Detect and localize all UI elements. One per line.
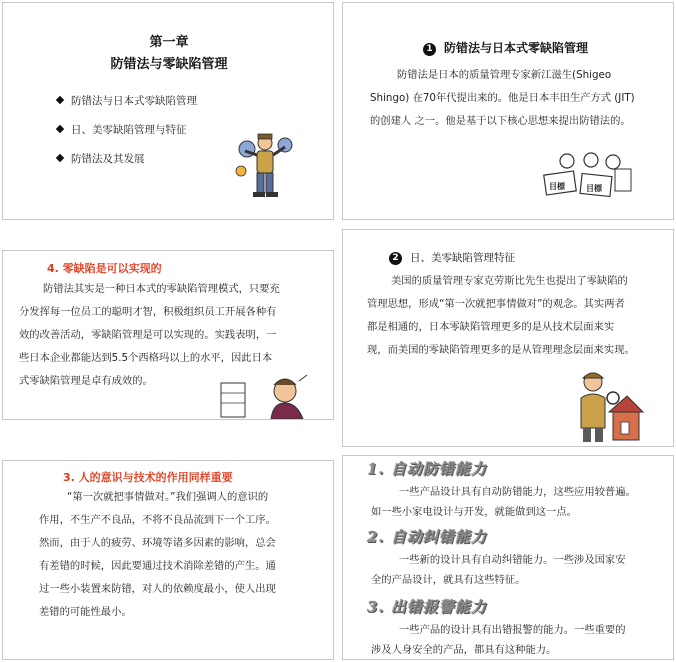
paragraph-line: 过一些小装置来防错，对人的依赖度最小，使人出现 xyxy=(39,583,276,595)
diamond-bullet-icon xyxy=(56,96,64,104)
paragraph-line: 全的产品设计，就具有这些特征。 xyxy=(371,574,526,586)
chapter-bullet-list xyxy=(55,93,197,180)
bullet-item: 防错法与日本式零缺陷管理 xyxy=(55,93,197,122)
chapter-label: 第一章 xyxy=(149,35,189,50)
paragraph-line: 一些新的设计具有自动纠错能力。一些涉及国家安 xyxy=(399,554,626,566)
section-heading: 1 防错法与日本式零缺陷管理 xyxy=(423,39,588,56)
bullet-item: 防错法及其发展 xyxy=(55,151,197,180)
capability-heading: 1. 自动防错能力 xyxy=(367,460,487,478)
paragraph-line: 式零缺陷管理是卓有成效的。 xyxy=(19,375,153,387)
paragraph-line: 管理思想，形成“第一次就把事情做对”的观念。其实两者 xyxy=(367,298,625,310)
capability-heading: 2. 自动纠错能力 xyxy=(367,528,487,546)
paragraph-line: 都是相通的，日本零缺陷管理更多的是从技术层面来实 xyxy=(367,321,615,333)
chapter-title: 防错法与零缺陷管理 xyxy=(110,57,228,72)
paragraph-line: 防错法是日本的质量管理专家新江滋生(Shigeo xyxy=(397,69,612,81)
paragraph-line: 如一些小家电设计与开发，就能做到这一点。 xyxy=(371,506,577,518)
paragraph-line: Shingo) 在70年代提出来的。他是日本丰田生产方式 (JIT) xyxy=(370,92,635,104)
slide-title: 4. 零缺陷是可以实现的 xyxy=(47,262,162,275)
paragraph-line: 作用，不生产不良品，不将不良品流到下一个工序。 xyxy=(39,514,276,526)
paragraph-line: 美国的质量管理专家克劳斯比先生也提出了零缺陷的 xyxy=(391,275,628,287)
paragraph-line: 涉及人身安全的产品，都具有这种能力。 xyxy=(371,644,557,656)
paragraph-line: 一些产品的设计具有出错报警的能力。一些重要的 xyxy=(399,624,626,636)
goal-sign-label: 目標 xyxy=(549,182,565,191)
paragraph-line: 的创建人 之一。他是基于以下核心思想来提出防错法的。 xyxy=(370,115,631,127)
number-one-icon: 1 xyxy=(423,43,436,56)
paragraph-line: 差错的可能性最小。 xyxy=(39,606,132,618)
diamond-bullet-icon xyxy=(56,154,64,162)
slide-chapter-1 xyxy=(2,2,334,220)
paragraph-line: 效的改善活动，零缺陷管理是可以实现的。实践表明，一 xyxy=(19,329,277,341)
slide-section-2 xyxy=(342,229,674,447)
confused-man-illustration xyxy=(215,373,315,419)
slide-section-1 xyxy=(342,2,674,220)
section-heading: 2 日、美零缺陷管理特征 xyxy=(389,250,515,265)
number-two-icon: 2 xyxy=(389,252,402,265)
slide-awareness-and-technology xyxy=(2,460,334,660)
bullet-item: 日、美零缺陷管理与特征 xyxy=(55,122,197,151)
paragraph-line: 一些产品设计具有自动防错能力，这些应用较普遍。 xyxy=(399,486,636,498)
slide-error-proofing-capabilities xyxy=(342,455,674,660)
capability-heading: 3. 出错报警能力 xyxy=(367,598,487,616)
inspector-with-house-illustration xyxy=(575,368,645,444)
paragraph-line: “第一次就把事情做对。”我们强调人的意识的 xyxy=(67,491,269,503)
slide-title: 3. 人的意识与技术的作用同样重要 xyxy=(63,471,233,484)
diamond-bullet-icon xyxy=(56,125,64,133)
paragraph-line: 现，而美国的零缺陷管理更多的是从管理理念层面来实现。 xyxy=(367,344,635,356)
mechanic-with-gears-illustration xyxy=(229,129,301,201)
slide-zero-defect-achievable xyxy=(2,250,334,420)
paragraph-line: 有差错的时候，因此要通过技术消除差错的产生。通 xyxy=(39,560,276,572)
paragraph-line: 分发挥每一位员工的聪明才智，积极组织员工开展各种有 xyxy=(19,306,277,318)
paragraph-line: 防错法其实是一种日本式的零缺陷管理模式，只要充 xyxy=(43,283,280,295)
paragraph-line: 然而，由于人的疲劳、环境等诸多因素的影响，总会 xyxy=(39,537,276,549)
goal-sign-label: 目標 xyxy=(586,184,602,193)
paragraph-line: 些日本企业都能达到5.5个西格玛以上的水平，因此日本 xyxy=(19,352,273,364)
